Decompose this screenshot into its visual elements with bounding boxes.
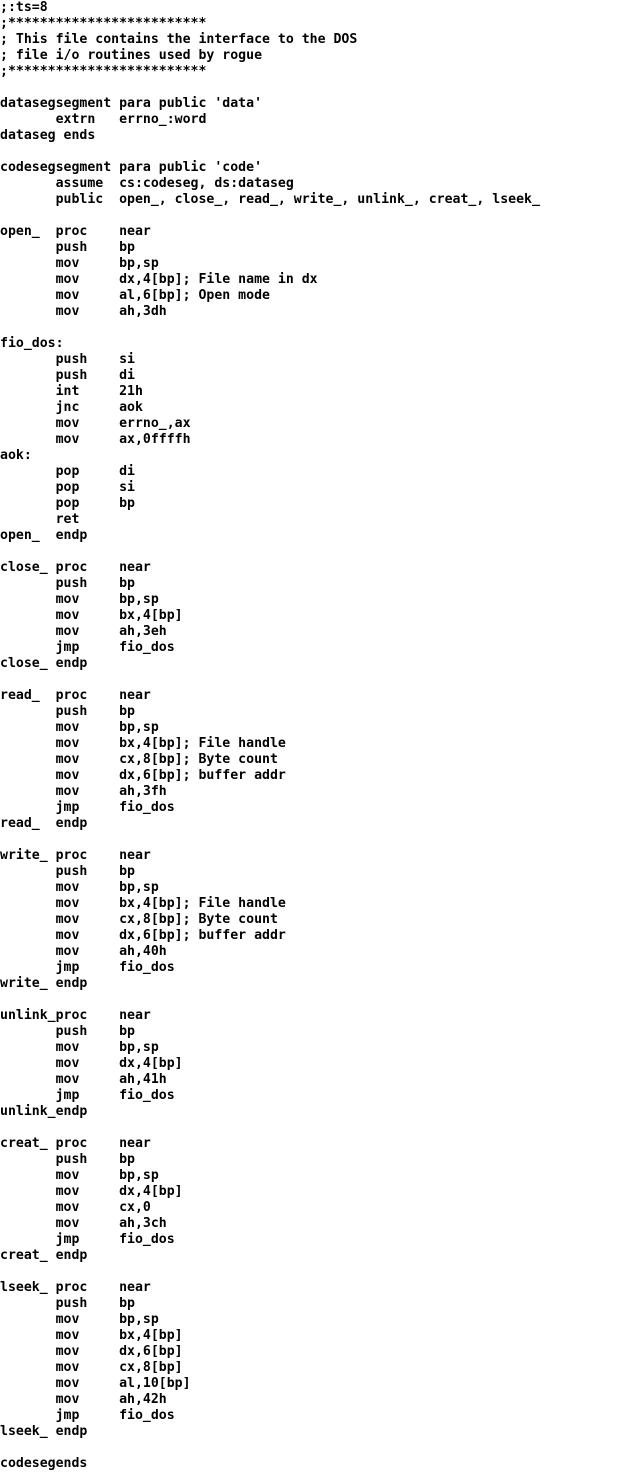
code-line: jmp fio_dos [0,1232,175,1247]
code-line: mov dx,4[bp]; File name in dx [0,272,318,287]
blank-line [0,144,640,160]
code-line: mov cx,0 [0,1200,151,1215]
blank-line [0,992,640,1008]
code-line: mov cx,8[bp]; Byte count [0,752,278,767]
code-line: read_ endp [0,816,88,831]
code-line: mov al,10[bp] [0,1376,191,1391]
code-line: ret [0,512,80,527]
code-line: jmp fio_dos [0,960,175,975]
code-line: datasegsegment para public 'data' [0,96,263,111]
code-line: pop bp [0,496,135,511]
code-line: mov ah,3dh [0,304,167,319]
code-line: aok: [0,448,32,463]
code-line: mov bp,sp [0,880,159,895]
code-line: mov ah,41h [0,1072,167,1087]
code-line: mov dx,4[bp] [0,1184,183,1199]
code-line: push bp [0,864,135,879]
code-line: mov cx,8[bp]; Byte count [0,912,278,927]
code-line: mov dx,4[bp] [0,1056,183,1071]
code-line: mov errno_,ax [0,416,191,431]
code-line: open_ endp [0,528,88,543]
code-line: mov ax,0ffffh [0,432,191,447]
code-line: push si [0,352,135,367]
code-line: mov bx,4[bp]; File handle [0,736,286,751]
code-line: jmp fio_dos [0,1088,175,1103]
code-line: mov dx,6[bp]; buffer addr [0,928,286,943]
code-line: int 21h [0,384,143,399]
code-line: unlink_endp [0,1104,88,1119]
code-line: push bp [0,1152,135,1167]
code-line: unlink_proc near [0,1008,151,1023]
code-line: jmp fio_dos [0,640,175,655]
code-line: mov bp,sp [0,256,159,271]
code-line: mov ah,3eh [0,624,167,639]
code-line: close_ proc near [0,560,151,575]
code-line: read_ proc near [0,688,151,703]
code-line: mov bx,4[bp]; File handle [0,896,286,911]
code-line: mov bx,4[bp] [0,608,183,623]
code-line: push bp [0,1024,135,1039]
code-line: mov bp,sp [0,1040,159,1055]
blank-line [0,832,640,848]
code-line: jmp fio_dos [0,800,175,815]
code-line: push bp [0,240,135,255]
code-line: mov ah,3ch [0,1216,167,1231]
code-line: lseek_ proc near [0,1280,151,1295]
code-line: mov ah,42h [0,1392,167,1407]
code-line: write_ proc near [0,848,151,863]
code-line: dataseg ends [0,128,96,143]
code-line: mov dx,6[bp]; buffer addr [0,768,286,783]
code-line: creat_ proc near [0,1136,151,1151]
blank-line [0,1120,640,1136]
code-line: lseek_ endp [0,1424,88,1439]
code-line: ; file i/o routines used by rogue [0,48,263,63]
code-line: ;:ts=8 [0,0,48,15]
blank-line [0,320,640,336]
code-line: mov bx,4[bp] [0,1328,183,1343]
code-line: write_ endp [0,976,88,991]
code-line: ;************************* [0,64,207,79]
code-line: extrn errno_:word [0,112,207,127]
code-line: jnc aok [0,400,143,415]
code-line: ; This file contains the interface to the DOS [0,32,358,47]
code-line: push bp [0,704,135,719]
code-line: ;************************* [0,16,207,31]
code-line: pop di [0,464,135,479]
code-line: fio_dos: [0,336,64,351]
code-line: public open_, close_, read_, write_, unlink_, creat_, lseek_ [0,192,540,207]
code-line: push di [0,368,135,383]
blank-line [0,1264,640,1280]
blank-line [0,1440,640,1456]
code-line: mov ah,40h [0,944,167,959]
code-line: codesegsegment para public 'code' [0,160,263,175]
blank-line [0,544,640,560]
code-line: mov cx,8[bp] [0,1360,183,1375]
code-line: codesegends [0,1456,88,1471]
code-line: creat_ endp [0,1248,88,1263]
blank-line [0,208,640,224]
code-line: mov al,6[bp]; Open mode [0,288,270,303]
code-line: mov bp,sp [0,1168,159,1183]
code-line: mov dx,6[bp] [0,1344,183,1359]
code-line: push bp [0,576,135,591]
code-line: close_ endp [0,656,88,671]
blank-line [0,80,640,96]
code-line: mov ah,3fh [0,784,167,799]
code-line: open_ proc near [0,224,151,239]
code-line: mov bp,sp [0,720,159,735]
blank-line [0,672,640,688]
code-line: assume cs:codeseg, ds:dataseg [0,176,294,191]
code-line: mov bp,sp [0,592,159,607]
code-line: mov bp,sp [0,1312,159,1327]
code-line: jmp fio_dos [0,1408,175,1423]
code-line: push bp [0,1296,135,1311]
code-line: pop si [0,480,135,495]
